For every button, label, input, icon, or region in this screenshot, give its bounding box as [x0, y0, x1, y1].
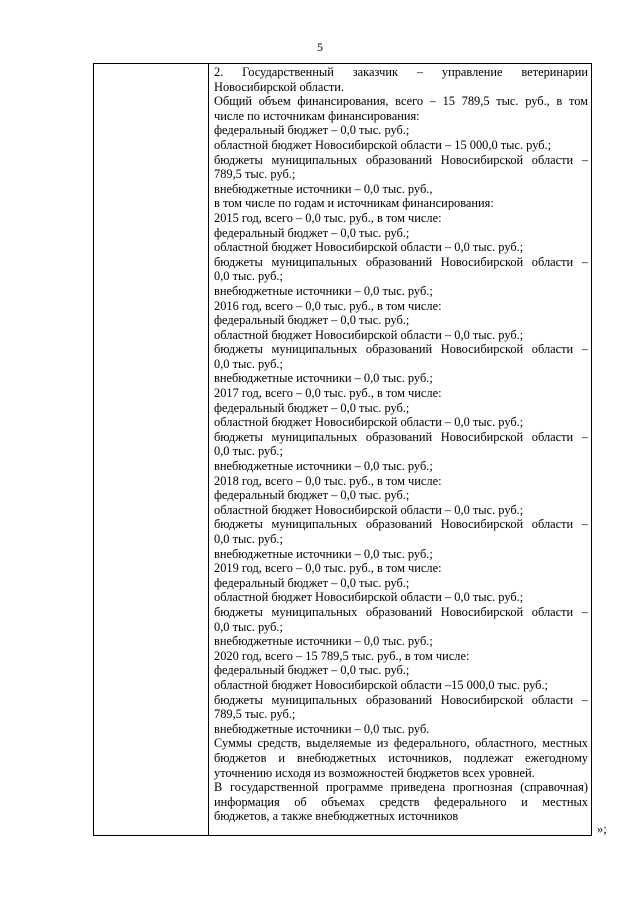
page-number: 5	[317, 40, 323, 54]
text-line: Общий объем финансирования, всего – 15 789,5 тыс. руб., в том	[214, 94, 588, 109]
text-line: областной бюджет Новосибирской области –15 000,0 тыс. руб.;	[214, 677, 548, 692]
text-line: внебюджетные источники – 0,0 тыс. руб.;	[214, 459, 433, 474]
text-line: федеральный бюджет – 0,0 тыс. руб.;	[214, 313, 410, 328]
text-line: в том числе по годам и источникам финансирования:	[214, 196, 494, 211]
text-line: областной бюджет Новосибирской области – 15 000,0 тыс. руб.;	[214, 137, 552, 152]
text-line: бюджеты муниципальных образований Новосибирской области –	[214, 604, 588, 619]
text-line: бюджеты муниципальных образований Новосибирской области –	[214, 152, 588, 167]
text-line: бюджеты муниципальных образований Новосибирской области –	[214, 517, 588, 532]
text-line: 2018 год, всего – 0,0 тыс. руб., в том числе:	[214, 473, 442, 488]
text-line: внебюджетные источники – 0,0 тыс. руб.;	[214, 371, 433, 386]
text-line: федеральный бюджет – 0,0 тыс. руб.;	[214, 123, 410, 138]
text-line: информация об объемах средств федерального и местных	[214, 794, 588, 809]
text-line: федеральный бюджет – 0,0 тыс. руб.;	[214, 400, 410, 415]
closing-quote-mark: »;	[597, 822, 607, 836]
text-line: числе по источникам финансирования:	[214, 108, 420, 123]
text-line: внебюджетные источники – 0,0 тыс. руб.;	[214, 546, 433, 561]
column-divider	[208, 64, 209, 835]
text-line: Суммы средств, выделяемые из федерального, областного, местных	[214, 736, 588, 751]
text-line: 2019 год, всего – 0,0 тыс. руб., в том числе:	[214, 561, 442, 576]
text-line: бюджеты муниципальных образований Новосибирской области –	[214, 254, 588, 269]
text-line: 0,0 тыс. руб.;	[214, 619, 283, 634]
text-line: федеральный бюджет – 0,0 тыс. руб.;	[214, 663, 410, 678]
text-line: областной бюджет Новосибирской области – 0,0 тыс. руб.;	[214, 240, 524, 255]
text-line: бюджеты муниципальных образований Новосибирской области –	[214, 429, 588, 444]
text-line: 0,0 тыс. руб.;	[214, 356, 283, 371]
text-line: бюджеты муниципальных образований Новосибирской области –	[214, 342, 588, 357]
text-line: федеральный бюджет – 0,0 тыс. руб.;	[214, 488, 410, 503]
text-line: 2020 год, всего – 15 789,5 тыс. руб., в том числе:	[214, 648, 470, 663]
text-line: внебюджетные источники – 0,0 тыс. руб.;	[214, 634, 433, 649]
text-line: 2017 год, всего – 0,0 тыс. руб., в том числе:	[214, 386, 442, 401]
text-line: бюджетов, а также внебюджетных источников	[214, 809, 459, 824]
text-line: областной бюджет Новосибирской области – 0,0 тыс. руб.;	[214, 590, 524, 605]
text-line: В государственной программе приведена прогнозная (справочная)	[214, 780, 588, 795]
text-line: 2. Государственный заказчик – управление ветеринарии	[214, 65, 588, 79]
text-line: 0,0 тыс. руб.;	[214, 444, 283, 459]
text-line: федеральный бюджет – 0,0 тыс. руб.;	[214, 575, 410, 590]
text-line: бюджетов и внебюджетных источников, подлежат ежегодному	[214, 750, 588, 765]
text-line: 0,0 тыс. руб.;	[214, 532, 283, 546]
text-line: 2015 год, всего – 0,0 тыс. руб., в том числе:	[214, 210, 442, 225]
text-line: 789,5 тыс. руб.;	[214, 167, 296, 182]
text-line: уточнению исходя из возможностей бюджетов всех уровней.	[214, 765, 535, 780]
text-line: внебюджетные источники – 0,0 тыс. руб.;	[214, 283, 433, 298]
funding-text-cell	[214, 65, 588, 824]
content-table	[93, 63, 592, 836]
text-line: 789,5 тыс. руб.;	[214, 707, 296, 722]
text-line: областной бюджет Новосибирской области – 0,0 тыс. руб.;	[214, 415, 524, 430]
text-line: Новосибирской области.	[214, 79, 345, 94]
text-line: областной бюджет Новосибирской области – 0,0 тыс. руб.;	[214, 327, 524, 342]
text-line: 0,0 тыс. руб.;	[214, 269, 283, 284]
text-line: областной бюджет Новосибирской области – 0,0 тыс. руб.;	[214, 502, 524, 517]
text-line: бюджеты муниципальных образований Новосибирской области –	[214, 692, 588, 707]
text-line: внебюджетные источники – 0,0 тыс. руб.	[214, 721, 430, 736]
text-line: федеральный бюджет – 0,0 тыс. руб.;	[214, 225, 410, 240]
text-line: 2016 год, всего – 0,0 тыс. руб., в том числе:	[214, 298, 442, 313]
text-line: внебюджетные источники – 0,0 тыс. руб.,	[214, 181, 433, 196]
